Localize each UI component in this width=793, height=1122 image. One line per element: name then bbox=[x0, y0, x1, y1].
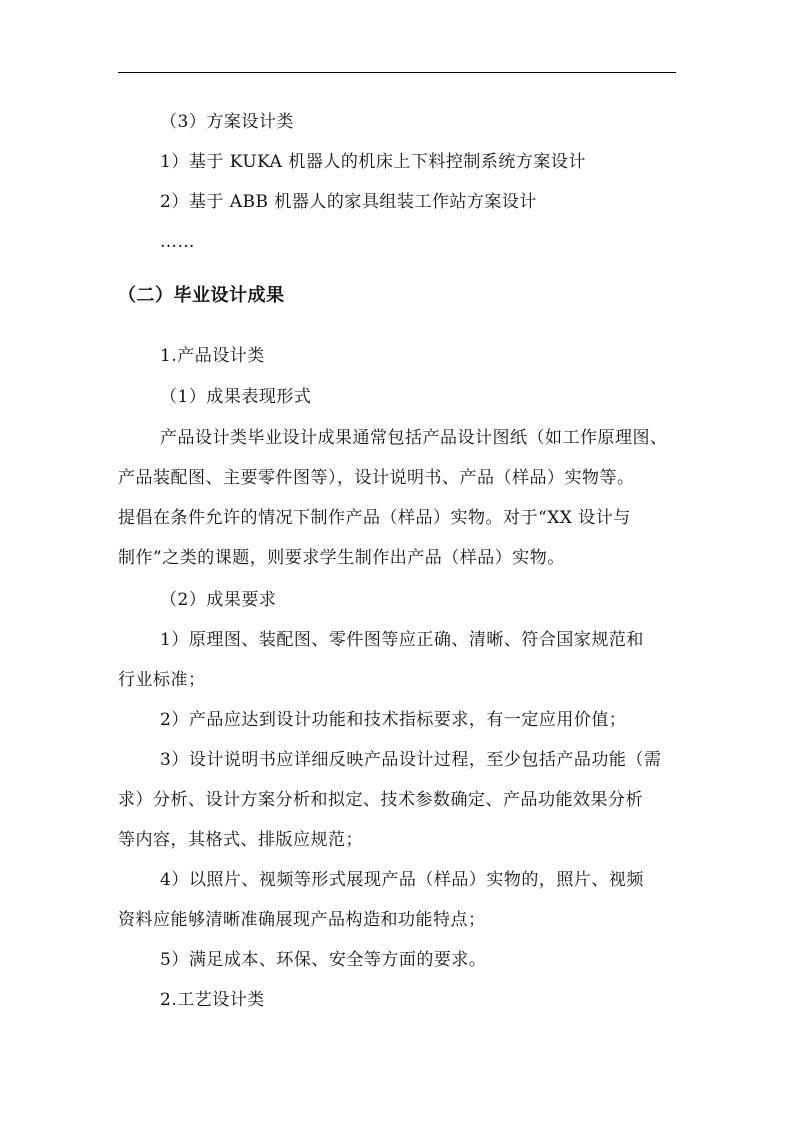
list-item: 5）满足成本、环保、安全等方面的要求。 bbox=[160, 950, 487, 970]
subsection-title-result-form: （1）成果表现形式 bbox=[160, 387, 312, 407]
list-item-continuation: 资料应能够清晰准确展现产品构造和功能特点； bbox=[118, 910, 486, 930]
paragraph-line: 制作”之类的课题，则要求学生制作出产品（样品）实物。 bbox=[118, 548, 565, 568]
section-title-plan-design: （3）方案设计类 bbox=[160, 112, 294, 132]
list-item-continuation: 行业标准； bbox=[118, 670, 206, 690]
list-item-continuation: 求）分析、设计方案分析和拟定、技术参数确定、产品功能效果分析 bbox=[118, 790, 643, 810]
list-item: 4）以照片、视频等形式展现产品（样品）实物的，照片、视频 bbox=[160, 870, 644, 890]
list-item: 3）设计说明书应详细反映产品设计过程，至少包括产品功能（需 bbox=[160, 750, 662, 770]
list-item: 1）原理图、装配图、零件图等应正确、清晰、符合国家规范和 bbox=[160, 630, 644, 650]
paragraph-line: 产品装配图、主要零件图等），设计说明书、产品（样品）实物等。 bbox=[118, 468, 635, 488]
list-item: 1）基于 KUKA 机器人的机床上下料控制系统方案设计 bbox=[160, 152, 586, 172]
list-item: 2）产品应达到设计功能和技术指标要求，有一定应用价值； bbox=[160, 710, 627, 730]
paragraph-line: 提倡在条件允许的情况下制作产品（样品）实物。对于“XX 设计与 bbox=[118, 508, 631, 528]
ellipsis: …… bbox=[160, 232, 195, 252]
section-heading-graduation-results: （二）毕业设计成果 bbox=[118, 285, 285, 306]
paragraph-line: 产品设计类毕业设计成果通常包括产品设计图纸（如工作原理图、 bbox=[160, 428, 668, 448]
subsection-title-product-design: 1.产品设计类 bbox=[160, 346, 265, 366]
subsection-title-result-requirements: （2）成果要求 bbox=[160, 590, 277, 610]
list-item-continuation: 等内容，其格式、排版应规范； bbox=[118, 830, 363, 850]
header-rule bbox=[118, 72, 676, 73]
list-item: 2）基于 ABB 机器人的家具组装工作站方案设计 bbox=[160, 192, 537, 212]
subsection-title-process-design: 2.工艺设计类 bbox=[160, 990, 265, 1010]
